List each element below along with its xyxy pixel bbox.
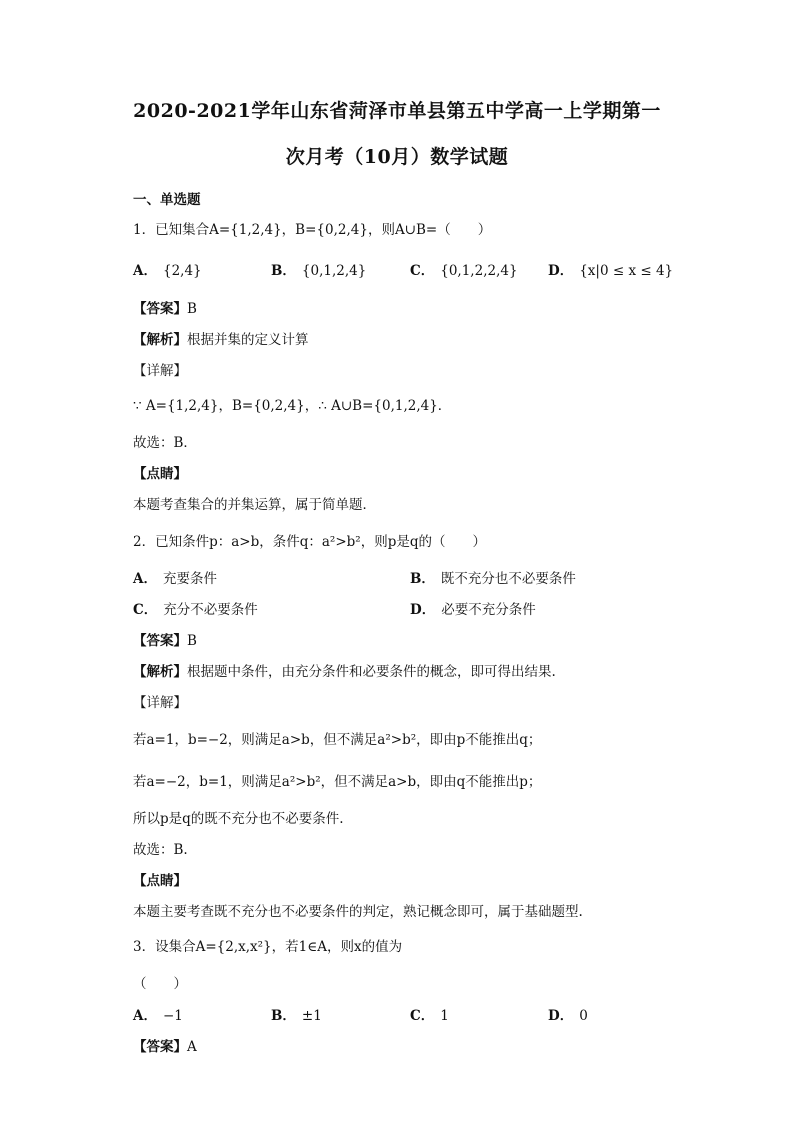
- q1-comment-tag: 【点睛】: [133, 466, 187, 482]
- q2-detail-2: 若a=−2，b=1，则满足a²>b²，但不满足a>b，即由q不能推出p；: [133, 774, 542, 790]
- q2-option-d: D． 必要不充分条件: [410, 602, 536, 618]
- section-heading: 一、单选题: [133, 192, 201, 208]
- q1-stem: 1．已知集合A={1,2,4}，B={0,2,4}，则A∪B=（ ）: [133, 222, 492, 238]
- q2-answer: 【答案】B: [133, 633, 197, 649]
- q3-option-d: D． 0: [548, 1008, 588, 1024]
- q1-analysis: 【解析】根据并集的定义计算: [133, 332, 309, 348]
- q2-stem: 2．已知条件p：a>b，条件q：a²>b²，则p是q的（ ）: [133, 534, 486, 550]
- q1-answer: 【答案】B: [133, 301, 197, 317]
- q2-choose: 故选：B.: [133, 842, 188, 858]
- title-line-2: 次月考（10月）数学试题: [285, 146, 509, 168]
- q3-stem: 3．设集合A={2,x,x²}，若1∈A，则x的值为: [133, 939, 403, 955]
- q3-answer: 【答案】A: [133, 1039, 197, 1055]
- q1-choose: 故选：B．: [133, 435, 197, 451]
- q2-detail-tag: 【详解】: [133, 695, 187, 711]
- q2-detail-3: 所以p是q的既不充分也不必要条件.: [133, 811, 344, 827]
- q2-comment: 本题主要考查既不充分也不必要条件的判定，熟记概念即可，属于基础题型.: [133, 904, 583, 920]
- q2-option-a: A． 充要条件: [133, 571, 217, 587]
- q2-option-c: C． 充分不必要条件: [133, 602, 258, 618]
- q1-option-d: D． {x|0 ≤ x ≤ 4}: [548, 263, 674, 279]
- q1-detail-tag: 【详解】: [133, 363, 187, 379]
- q1-comment: 本题考查集合的并集运算，属于简单题．: [133, 497, 376, 513]
- q1-option-c: C． {0,1,2,2,4}: [410, 263, 518, 279]
- q3-option-c: C． 1: [410, 1008, 449, 1024]
- q1-option-b: B． {0,1,2,4}: [271, 263, 367, 279]
- q3-paren: （ ）: [133, 976, 187, 992]
- q1-option-a: A． {2,4}: [133, 263, 202, 279]
- q1-detail: ∵ A={1,2,4}，B={0,2,4}，∴ A∪B={0,1,2,4}．: [133, 398, 452, 414]
- q3-option-a: A． −1: [133, 1008, 183, 1024]
- title-line-1: 2020-2021学年山东省菏泽市单县第五中学高一上学期第一: [133, 100, 661, 122]
- q2-detail-1: 若a=1，b=−2，则满足a>b，但不满足a²>b²，即由p不能推出q；: [133, 732, 542, 748]
- q2-analysis: 【解析】根据题中条件，由充分条件和必要条件的概念，即可得出结果.: [133, 664, 556, 680]
- q2-option-b: B． 既不充分也不必要条件: [410, 571, 576, 587]
- q2-comment-tag: 【点睛】: [133, 873, 187, 889]
- q3-option-b: B． ±1: [271, 1008, 322, 1024]
